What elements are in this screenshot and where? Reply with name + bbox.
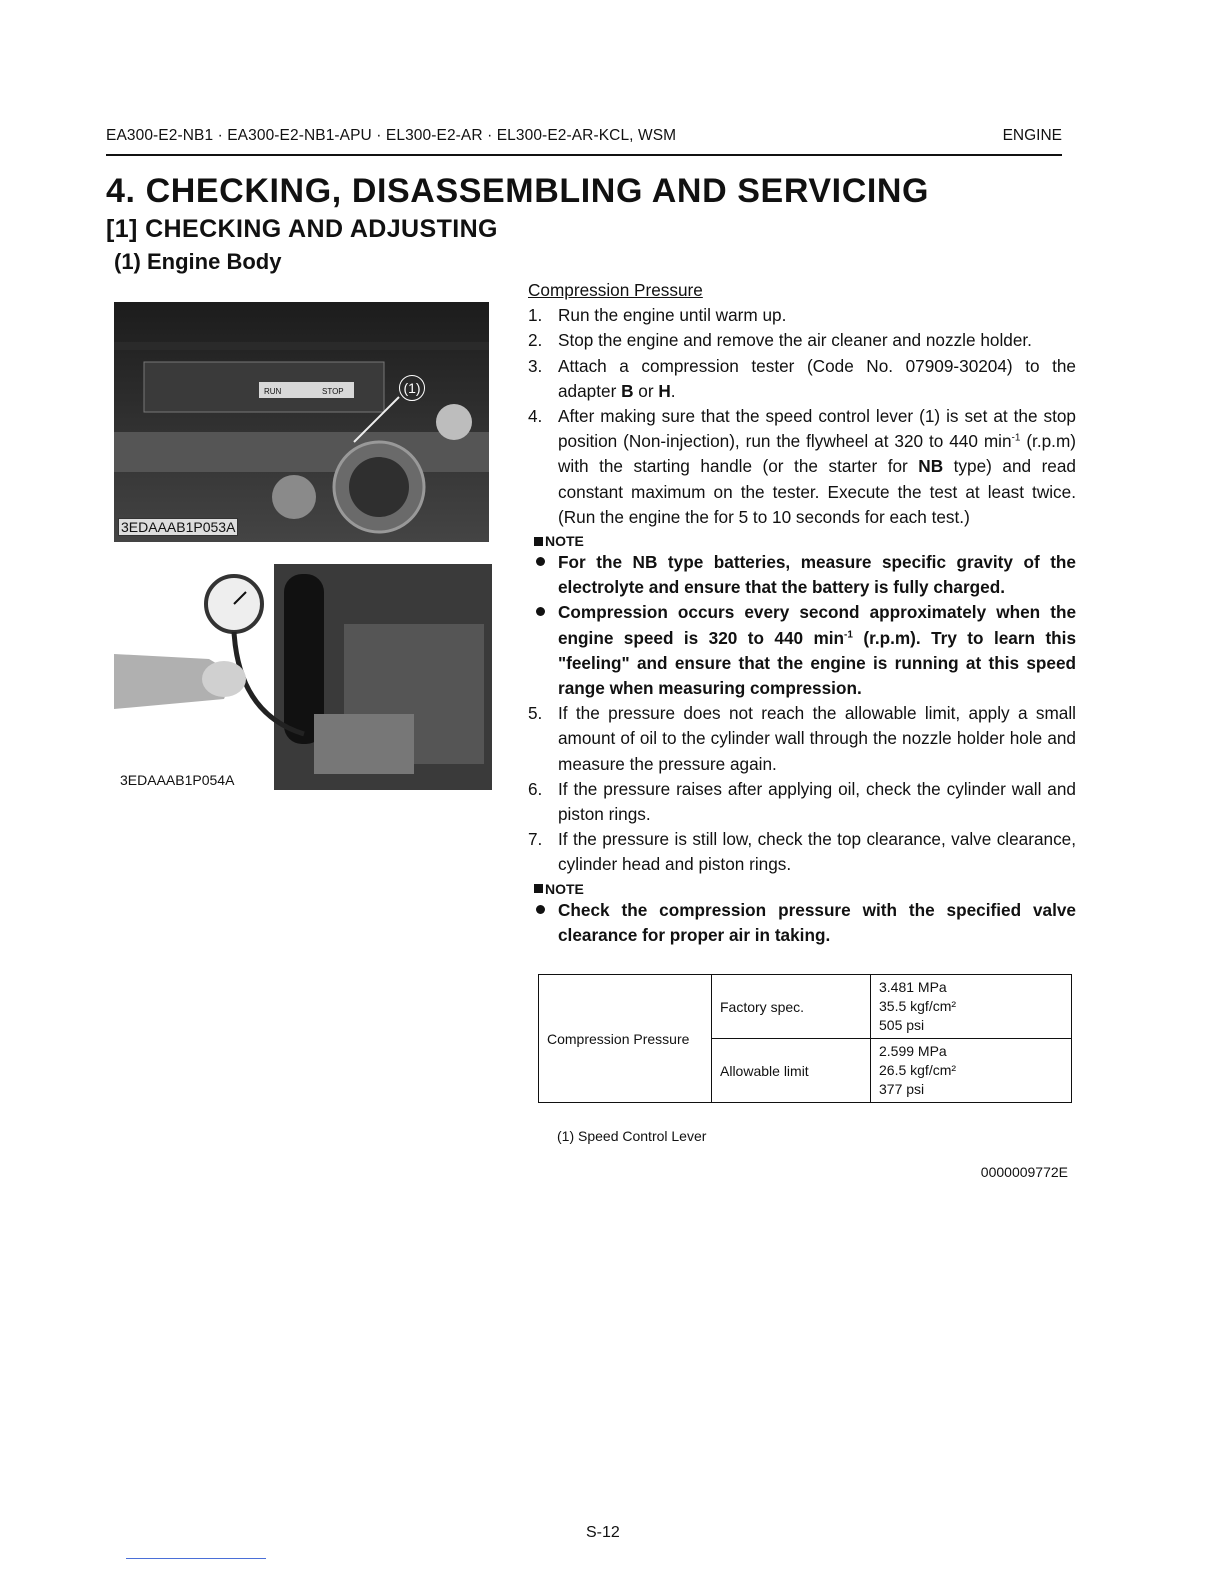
step-text: If the pressure is still low, check the top clearance, valve clearance, cylinder head and piston rings. xyxy=(558,829,1076,875)
spec-item-cell: Compression Pressure xyxy=(539,975,712,1103)
steps-list-b xyxy=(528,701,1076,877)
spec-row-factory xyxy=(539,975,1072,1039)
note-1-label: NOTE xyxy=(545,533,584,550)
step-text: Attach a compression tester (Code No. 07909-30204) to the adapter B or H. xyxy=(558,355,1076,401)
engine-photo-2-illustration xyxy=(114,564,492,790)
step-number: 3. xyxy=(528,355,543,376)
note-2-bullets xyxy=(528,898,1076,948)
note-bullet xyxy=(528,600,1076,701)
step-text: If the pressure raises after applying oil, check the cylinder wall and piston rings. xyxy=(558,778,1076,825)
bullet-dot-icon xyxy=(528,550,558,600)
page-title: 4. CHECKING, DISASSEMBLING AND SERVICING xyxy=(106,172,930,210)
procedure-step xyxy=(528,777,1076,827)
procedure-step xyxy=(528,354,1076,404)
step-text: If the pressure does not reach the allowable limit, apply a small amount of oil to the cylinder wall through the nozzle holder hole and measure the pressure again. xyxy=(558,703,1076,774)
callout-speed-lever: (1) xyxy=(399,375,425,401)
note-text: Check the compression pressure with the specified valve clearance for proper air in taking. xyxy=(558,899,1076,945)
step-number: 7. xyxy=(528,829,543,850)
note-2-heading xyxy=(528,880,1076,898)
note-square-icon xyxy=(534,537,543,546)
spec-value: 35.5 kgf/cm² xyxy=(879,998,957,1014)
note-text: For the NB type batteries, measure specific gravity of the electrolyte and ensure that the battery is fully charged. xyxy=(558,552,1076,598)
note-1-bullets xyxy=(528,550,1076,701)
step-number: 4. xyxy=(528,406,543,427)
note-2-label: NOTE xyxy=(545,880,584,897)
engine-photo-1 xyxy=(114,302,489,542)
engine-photo-1-illustration xyxy=(114,302,489,542)
step-number: 1. xyxy=(528,305,543,326)
subsection-title: (1) Engine Body xyxy=(114,249,282,274)
step-number: 6. xyxy=(528,778,543,799)
procedure-step xyxy=(528,827,1076,877)
procedure-column xyxy=(528,278,1076,948)
panel-stop-text: STOP xyxy=(322,387,344,396)
spec-value: 26.5 kgf/cm² xyxy=(879,1062,957,1078)
note-bullet xyxy=(528,550,1076,600)
section-title: [1] CHECKING AND ADJUSTING xyxy=(106,215,498,243)
note-bullet xyxy=(528,898,1076,948)
procedure-step xyxy=(528,303,1076,328)
footer-line xyxy=(126,1558,266,1559)
procedure-heading: Compression Pressure xyxy=(528,280,703,300)
document-code: 0000009772E xyxy=(980,1164,1068,1180)
note-1-heading xyxy=(528,532,1076,550)
step-text: After making sure that the speed control lever (1) is set at the stop position (Non-injection), run the flywheel at 320 to 440 $\min^{-1} (r.p.m)$ with the starting handle (or the starter for NB type) and read constant maximum on the tester. Execute the test at least twice. (Run the engine the for 5 to 10 seconds for each test.) xyxy=(558,406,1076,527)
bullet-dot-icon xyxy=(528,898,558,948)
step-text: Stop the engine and remove the air cleaner and nozzle holder. xyxy=(558,330,1032,351)
photo-1-code: 3EDAAAB1P053A xyxy=(118,518,238,536)
spec-value: 3.481 MPa xyxy=(879,979,947,995)
spec-value: 2.599 MPa xyxy=(879,1043,947,1059)
page-number: S-12 xyxy=(586,1524,620,1541)
procedure-step xyxy=(528,328,1076,353)
spec-value: 505 psi xyxy=(879,1017,925,1033)
spec-table xyxy=(538,974,1072,1103)
spec-label-factory: Factory spec. xyxy=(712,975,871,1039)
spec-values-factory xyxy=(871,975,1072,1039)
note-text: Compression occurs every second approximately when the engine speed is 320 to 440 $\min^{-1} (r.p.m)$. Try to learn this "feeling" and ensure that the engine is running at this speed range when measuring compression. xyxy=(558,602,1076,699)
figure-caption: (1) Speed Control Lever xyxy=(557,1128,707,1144)
steps-list-a xyxy=(528,303,1076,530)
panel-run-text: RUN xyxy=(264,387,282,396)
header-rule xyxy=(106,154,1062,156)
note-square-icon xyxy=(534,884,543,893)
spec-value: 377 psi xyxy=(879,1081,925,1097)
spec-label-allowable: Allowable limit xyxy=(712,1039,871,1103)
engine-photo-2 xyxy=(114,564,492,790)
procedure-step xyxy=(528,701,1076,777)
photo-2-code: 3EDAAAB1P054A xyxy=(120,772,235,788)
step-text: Run the engine until warm up. xyxy=(558,305,787,326)
step-number: 2. xyxy=(528,330,543,351)
bullet-dot-icon xyxy=(528,600,558,701)
spec-values-allowable xyxy=(871,1039,1072,1103)
procedure-step xyxy=(528,404,1076,530)
header-chapter: ENGINE xyxy=(1002,127,1062,144)
step-number: 5. xyxy=(528,703,543,724)
header-models: EA300-E2-NB1 · EA300-E2-NB1-APU · EL300-E2-AR · EL300-E2-AR-KCL, WSM xyxy=(106,127,677,144)
